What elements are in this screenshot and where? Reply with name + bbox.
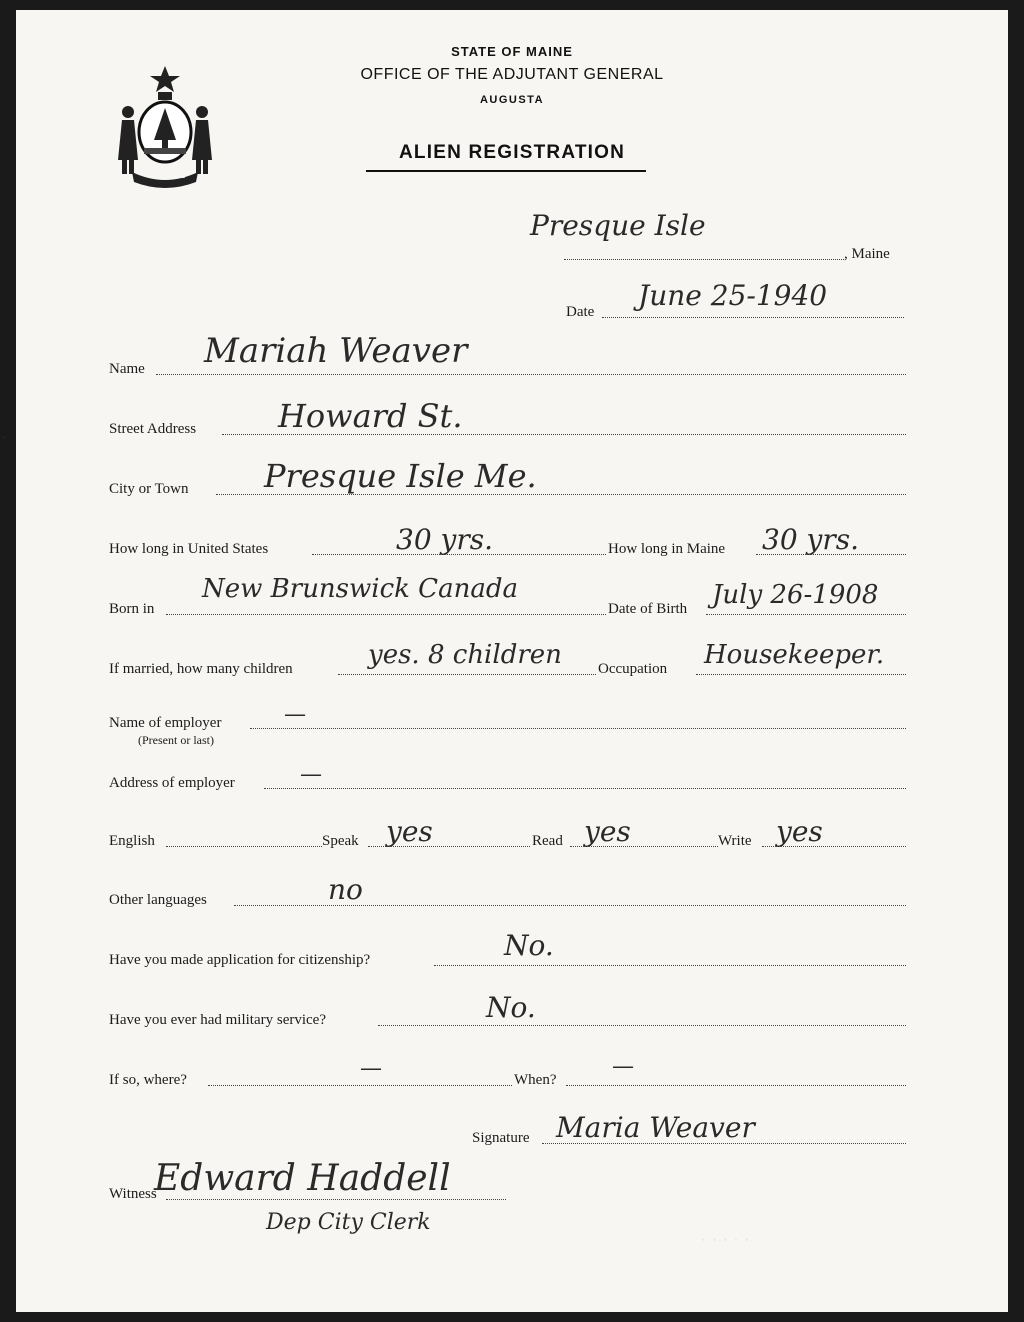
- header-office: OFFICE OF THE ADJUTANT GENERAL: [360, 66, 664, 83]
- city-label: City or Town: [109, 481, 189, 497]
- date-value: June 25-1940: [638, 279, 828, 312]
- street-line: [222, 434, 906, 435]
- scan-speck: [2, 436, 5, 439]
- occupation-label: Occupation: [598, 661, 668, 677]
- signature-value: Maria Weaver: [556, 1111, 755, 1144]
- how-long-maine-label: How long in Maine: [608, 541, 726, 557]
- header-state: STATE OF MAINE: [451, 44, 573, 59]
- date-line: [602, 317, 904, 318]
- faint-stamp-mark: · · · · ·: [702, 1234, 751, 1246]
- where-line: [208, 1085, 512, 1086]
- witness-value: Edward Haddell: [154, 1158, 451, 1199]
- employer-label: Name of employer: [109, 715, 222, 731]
- military-value: No.: [486, 991, 536, 1024]
- dob-value: July 26-1908: [712, 580, 879, 610]
- other-languages-label: Other languages: [109, 892, 207, 908]
- read-value: yes: [584, 815, 631, 848]
- born-in-label: Born in: [109, 601, 155, 617]
- city-line: [216, 494, 906, 495]
- how-long-maine-value: 30 yrs.: [762, 523, 860, 556]
- town-suffix: , Maine: [844, 246, 890, 262]
- employer-line: [250, 728, 906, 729]
- name-line: [156, 374, 906, 375]
- citizenship-label: Have you made application for citizenship?: [109, 952, 371, 968]
- street-value: Howard St.: [278, 397, 463, 435]
- witness-line: [166, 1199, 506, 1200]
- write-value: yes: [776, 815, 823, 848]
- speak-value: yes: [386, 815, 433, 848]
- when-label: When?: [514, 1072, 557, 1088]
- how-long-us-value: 30 yrs.: [396, 523, 494, 556]
- military-line: [378, 1025, 906, 1026]
- name-value: Mariah Weaver: [204, 331, 468, 371]
- if-so-where-label: If so, where?: [109, 1072, 187, 1088]
- read-label: Read: [532, 833, 563, 849]
- where-value: —: [360, 1056, 382, 1081]
- city-value: Presque Isle Me.: [264, 457, 537, 495]
- citizenship-value: No.: [504, 929, 554, 962]
- registration-form-page: [16, 10, 1008, 1312]
- married-label: If married, how many children: [109, 661, 293, 677]
- employer-address-label: Address of employer: [109, 775, 235, 791]
- how-long-us-label: How long in United States: [109, 541, 269, 557]
- how-long-us-line: [312, 554, 606, 555]
- occupation-value: Housekeeper.: [704, 640, 885, 670]
- citizenship-line: [434, 965, 906, 966]
- when-line: [566, 1085, 906, 1086]
- town-value: Presque Isle: [530, 209, 706, 242]
- signature-line: [542, 1143, 906, 1144]
- occupation-line: [696, 674, 906, 675]
- how-long-maine-line: [756, 554, 906, 555]
- speak-line: [368, 846, 530, 847]
- write-line: [762, 846, 906, 847]
- date-label: Date: [566, 304, 595, 320]
- employer-address-line: [264, 788, 906, 789]
- other-languages-value: no: [328, 873, 363, 906]
- header-city: AUGUSTA: [479, 94, 545, 106]
- born-in-value: New Brunswick Canada: [202, 574, 518, 604]
- title-underline: [366, 170, 646, 172]
- employer-sublabel: (Present or last): [138, 733, 214, 747]
- town-line: [564, 259, 844, 260]
- married-value: yes. 8 children: [368, 640, 562, 670]
- other-languages-line: [234, 905, 906, 906]
- married-line: [338, 674, 596, 675]
- street-label: Street Address: [109, 421, 197, 437]
- seal-banner: MAINE: [152, 170, 186, 180]
- write-label: Write: [718, 833, 752, 849]
- witness-title: Dep City Clerk: [266, 1210, 431, 1235]
- name-label: Name: [109, 361, 145, 377]
- born-in-line: [166, 614, 606, 615]
- dob-label: Date of Birth: [608, 601, 688, 617]
- employer-value: —: [284, 702, 306, 727]
- english-label: English: [109, 833, 155, 849]
- read-line: [570, 846, 718, 847]
- dob-line: [706, 614, 906, 615]
- signature-label: Signature: [472, 1130, 530, 1146]
- employer-address-value: —: [300, 762, 322, 787]
- form-title: ALIEN REGISTRATION: [398, 142, 626, 163]
- english-line: [166, 846, 322, 847]
- military-label: Have you ever had military service?: [109, 1012, 326, 1028]
- witness-label: Witness: [109, 1186, 157, 1202]
- speak-label: Speak: [322, 833, 359, 849]
- when-value: —: [612, 1054, 634, 1079]
